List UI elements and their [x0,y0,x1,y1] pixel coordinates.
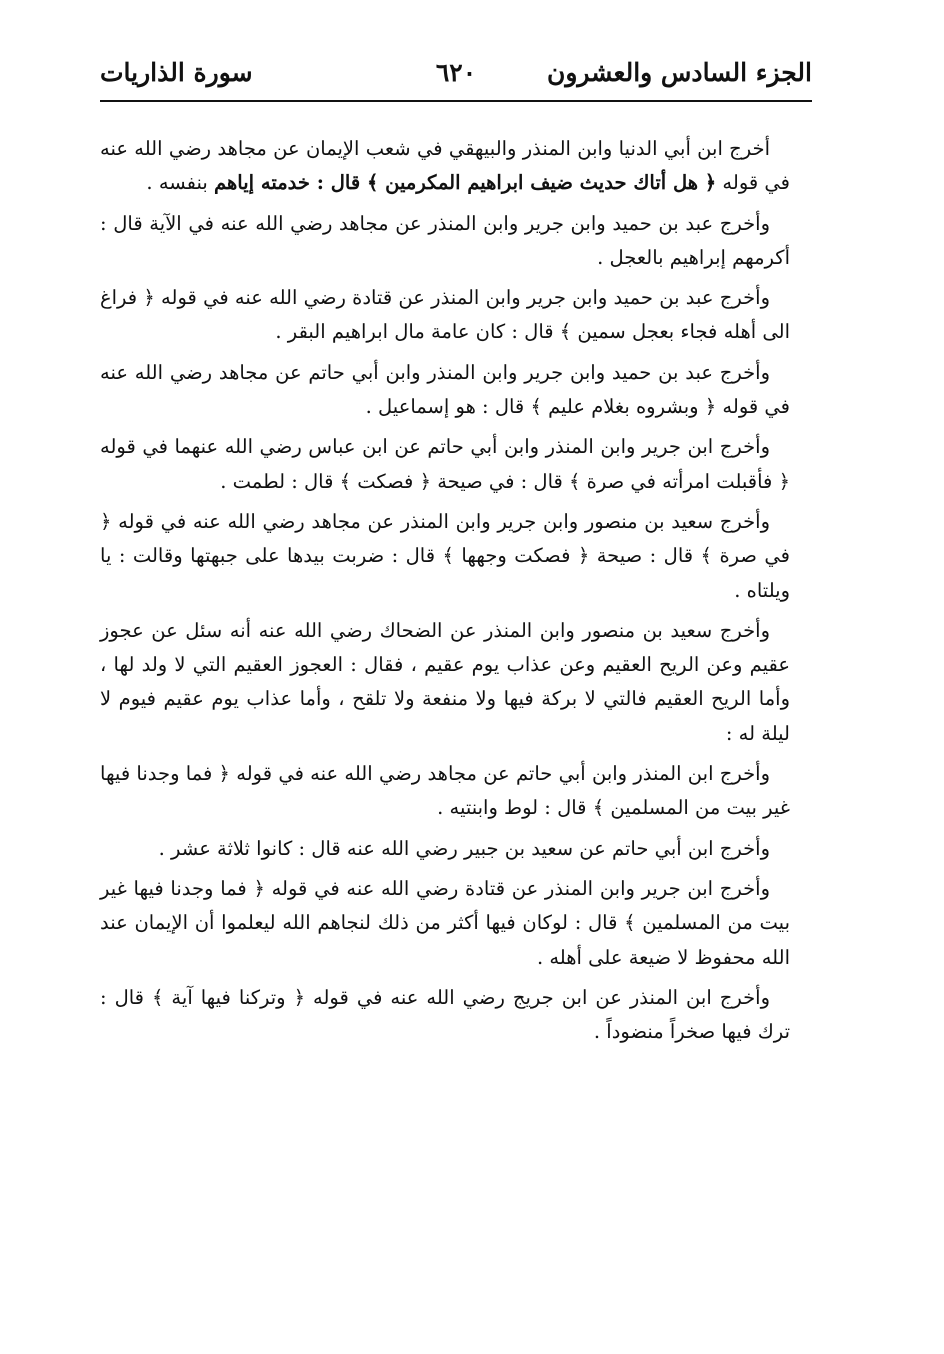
paragraph: وأخرج ابن جرير وابن المنذر وابن أبي حاتم عن ابن عباس رضي الله عنهما في قوله ﴿ فأقبلت امرأته في صرة ﴾ قال : في صيحة ﴿ فصكت ﴾ قال : لطمت . [100,435,790,493]
paragraph: وأخرج ابن أبي حاتم عن سعيد بن جبير رضي الله عنه قال : كانوا ثلاثة عشر . [158,836,770,860]
bold-quote: ﴿ هل أتاك حديث ضيف ابراهيم المكرمين ﴾ قال : خدمته إياهم [214,171,717,195]
paragraph: وأخرج عبد بن حميد وابن جرير وابن المنذر عن قتادة رضي الله عنه في قوله ﴿ فراغ الى أهله فجاء بعجل سمين ﴾ قال : كان عامة مال ابراهيم البقر . [100,286,790,344]
paragraph: وأخرج عبد بن حميد وابن جرير وابن المنذر عن مجاهد رضي الله عنه في الآية قال : أكرمهم إبراهيم بالعجل . [100,211,790,269]
paragraph-text: بنفسه . [146,171,215,195]
page-header [100,50,812,96]
paragraph-text: أخرج ابن أبي الدنيا وابن المنذر والبيهقي في شعب الإيمان عن مجاهد رضي الله عنه في قوله [100,137,790,195]
page-number: ٦٢٠ [435,58,477,87]
paragraph: وأخرج ابن المنذر عن ابن جريج رضي الله عنه في قوله ﴿ وتركنا فيها آية ﴾ قال : ترك فيها صخراً منضوداً . [100,985,790,1044]
juz-title: الجزء السادس والعشرون [546,58,812,87]
paragraph: وأخرج سعيد بن منصور وابن المنذر عن الضحاك رضي الله عنه أنه سئل عن عجوز عقيم وعن الريح العقيم وعن عذاب يوم عقيم ، فقال : العجوز العقيم التي لا ولد لها ، وأما الريح العقيم فالتي لا بركة فيها ولا منفعة ولا تلقح ، وأما عذاب يوم عقيم فيوم لا ليلة له : [100,618,790,745]
surah-title: سورة الذاريات [100,58,253,87]
header-rule [100,100,812,102]
paragraph: وأخرج ابن المنذر وابن أبي حاتم عن مجاهد رضي الله عنه في قوله ﴿ فما وجدنا فيها غير بيت من المسلمين ﴾ قال : لوط وابنتيه . [100,762,790,820]
paragraph: وأخرج عبد بن حميد وابن جرير وابن المنذر وابن أبي حاتم عن مجاهد رضي الله عنه في قوله ﴿ وبشروه بغلام عليم ﴾ قال : هو إسماعيل . [100,360,790,419]
paragraph: وأخرج سعيد بن منصور وابن جرير وابن المنذر عن مجاهد رضي الله عنه في قوله ﴿ في صرة ﴾ قال : صيحة ﴿ فصكت وجهها ﴾ قال : ضربت بيدها على جبهتها وقالت : يا ويلتاه . [100,509,790,602]
paragraph: وأخرج ابن جرير وابن المنذر عن قتادة رضي الله عنه في قوله ﴿ فما وجدنا فيها غير بيت من المسلمين ﴾ قال : لوكان فيها أكثر من ذلك لنجاهم الله ليعلموا أن الإيمان عند الله محفوظ لا ضيعة على أهله . [100,876,790,969]
paragraph [100,132,790,201]
page-body [100,132,790,1212]
